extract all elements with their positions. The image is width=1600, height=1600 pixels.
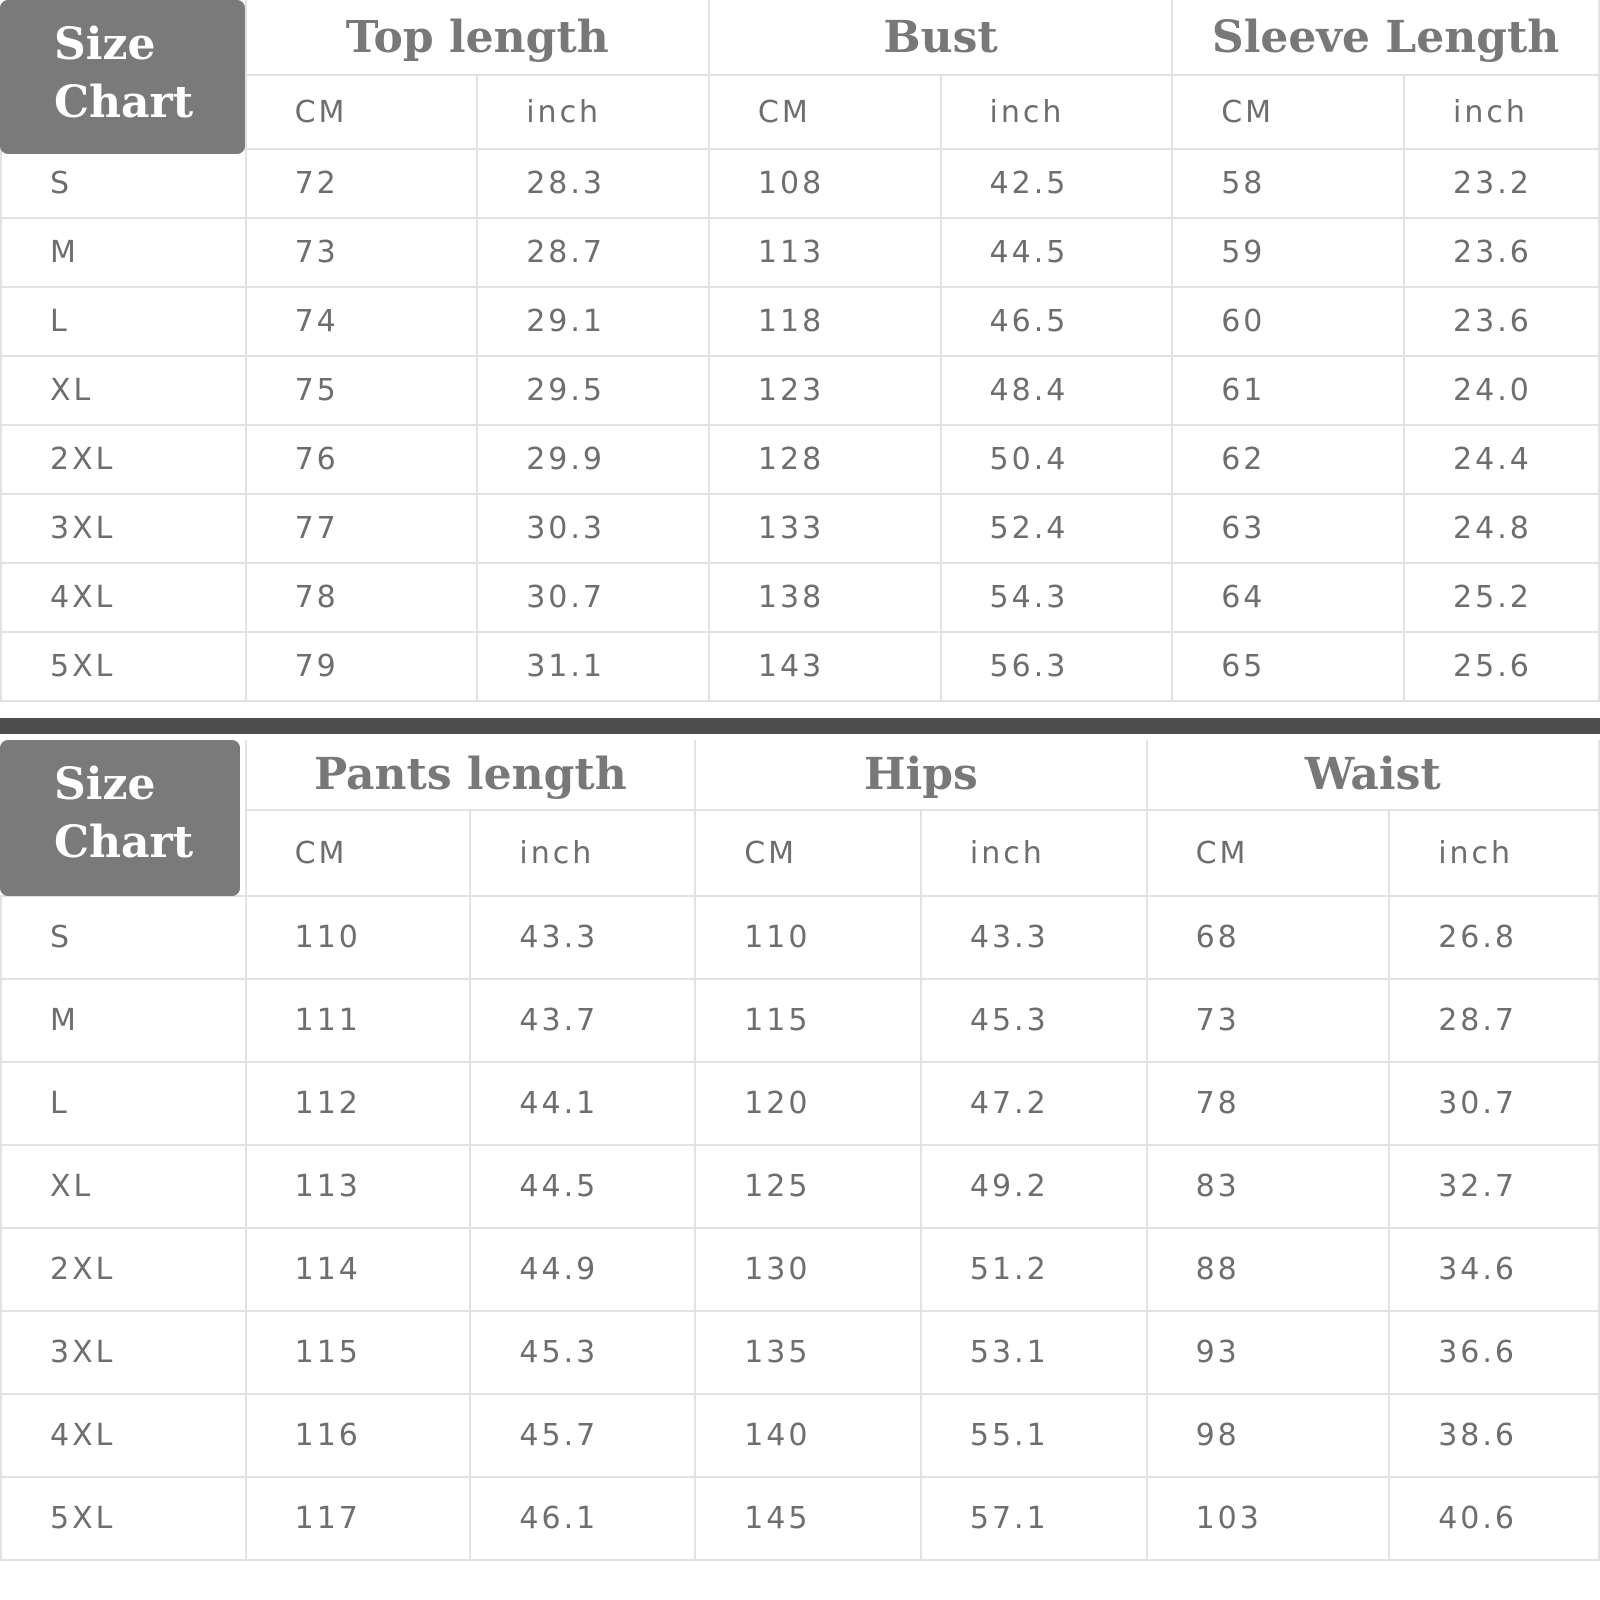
- measurement-cell: 145: [695, 1477, 921, 1560]
- measurement-cell: 78: [246, 563, 478, 632]
- table-row: [1, 494, 1599, 563]
- measurement-cell: 138: [709, 563, 941, 632]
- measurement-cell: 111: [246, 979, 471, 1062]
- measurement-cell: 79: [246, 632, 478, 701]
- size-label: 4XL: [1, 1394, 246, 1477]
- measurement-cell: 98: [1147, 1394, 1390, 1477]
- unit-header: inch: [1389, 810, 1599, 896]
- measurement-cell: 55.1: [921, 1394, 1147, 1477]
- measurement-cell: 46.5: [941, 287, 1173, 356]
- table-row: [1, 1394, 1599, 1477]
- measurement-cell: 52.4: [941, 494, 1173, 563]
- group-header: Hips: [695, 740, 1146, 810]
- measurement-cell: 59: [1172, 218, 1404, 287]
- measurement-cell: 78: [1147, 1062, 1390, 1145]
- measurement-cell: 110: [246, 896, 471, 979]
- measurement-cell: 23.6: [1404, 287, 1599, 356]
- group-header: Sleeve Length: [1172, 0, 1599, 75]
- table-row: [1, 149, 1599, 218]
- measurement-cell: 43.3: [470, 896, 695, 979]
- unit-header: inch: [1404, 75, 1599, 149]
- unit-header: CM: [709, 75, 941, 149]
- size-label: 5XL: [1, 632, 246, 701]
- badge-line-2: Chart: [54, 817, 194, 868]
- measurement-cell: 143: [709, 632, 941, 701]
- measurement-cell: 108: [709, 149, 941, 218]
- size-chart-badge: [0, 0, 245, 154]
- measurement-cell: 118: [709, 287, 941, 356]
- group-header: Pants length: [246, 740, 696, 810]
- measurement-cell: 30.7: [477, 563, 709, 632]
- size-label: L: [1, 287, 246, 356]
- table-row: [1, 425, 1599, 494]
- unit-header: inch: [941, 75, 1173, 149]
- table-row: [1, 979, 1599, 1062]
- measurement-cell: 24.0: [1404, 356, 1599, 425]
- measurement-cell: 43.7: [470, 979, 695, 1062]
- measurement-cell: 130: [695, 1228, 921, 1311]
- measurement-cell: 31.1: [477, 632, 709, 701]
- size-label: S: [1, 149, 246, 218]
- table-row: [1, 218, 1599, 287]
- size-label: XL: [1, 356, 246, 425]
- measurement-cell: 29.5: [477, 356, 709, 425]
- measurement-cell: 56.3: [941, 632, 1173, 701]
- measurement-cell: 25.2: [1404, 563, 1599, 632]
- measurement-cell: 115: [246, 1311, 471, 1394]
- measurement-cell: 34.6: [1389, 1228, 1599, 1311]
- measurement-cell: 72: [246, 149, 478, 218]
- measurement-cell: 68: [1147, 896, 1390, 979]
- measurement-cell: 50.4: [941, 425, 1173, 494]
- measurement-cell: 125: [695, 1145, 921, 1228]
- measurement-cell: 40.6: [1389, 1477, 1599, 1560]
- measurement-cell: 112: [246, 1062, 471, 1145]
- table-row: [1, 1145, 1599, 1228]
- measurement-cell: 64: [1172, 563, 1404, 632]
- measurement-cell: 30.7: [1389, 1062, 1599, 1145]
- size-label: 3XL: [1, 494, 246, 563]
- measurement-cell: 54.3: [941, 563, 1173, 632]
- table-row: [1, 356, 1599, 425]
- measurement-cell: 75: [246, 356, 478, 425]
- measurement-cell: 46.1: [470, 1477, 695, 1560]
- table-row: [1, 1062, 1599, 1145]
- size-label: 5XL: [1, 1477, 246, 1560]
- measurement-cell: 93: [1147, 1311, 1390, 1394]
- measurement-cell: 30.3: [477, 494, 709, 563]
- table-row: [1, 896, 1599, 979]
- group-header: Bust: [709, 0, 1172, 75]
- table-row: [1, 1228, 1599, 1311]
- measurement-cell: 48.4: [941, 356, 1173, 425]
- measurement-cell: 42.5: [941, 149, 1173, 218]
- measurement-cell: 44.9: [470, 1228, 695, 1311]
- group-header: Waist: [1147, 740, 1599, 810]
- measurement-cell: 29.9: [477, 425, 709, 494]
- table-row: [1, 563, 1599, 632]
- unit-header: CM: [695, 810, 921, 896]
- measurement-cell: 65: [1172, 632, 1404, 701]
- measurement-cell: 60: [1172, 287, 1404, 356]
- size-chart-badge: [0, 740, 240, 896]
- measurement-cell: 24.4: [1404, 425, 1599, 494]
- size-label: M: [1, 979, 246, 1062]
- measurement-cell: 76: [246, 425, 478, 494]
- measurement-cell: 57.1: [921, 1477, 1147, 1560]
- measurement-cell: 28.3: [477, 149, 709, 218]
- measurement-cell: 73: [1147, 979, 1390, 1062]
- badge-line-2: Chart: [54, 77, 194, 128]
- measurement-cell: 28.7: [1389, 979, 1599, 1062]
- measurement-cell: 73: [246, 218, 478, 287]
- measurement-cell: 135: [695, 1311, 921, 1394]
- measurement-cell: 23.2: [1404, 149, 1599, 218]
- measurement-cell: 77: [246, 494, 478, 563]
- unit-header: CM: [1147, 810, 1390, 896]
- measurement-cell: 44.5: [470, 1145, 695, 1228]
- measurement-cell: 113: [246, 1145, 471, 1228]
- measurement-cell: 62: [1172, 425, 1404, 494]
- measurement-cell: 133: [709, 494, 941, 563]
- measurement-cell: 117: [246, 1477, 471, 1560]
- unit-header: CM: [1172, 75, 1404, 149]
- measurement-cell: 45.3: [921, 979, 1147, 1062]
- section-divider: [0, 718, 1600, 734]
- unit-header: CM: [246, 75, 478, 149]
- measurement-cell: 58: [1172, 149, 1404, 218]
- table-row: [1, 632, 1599, 701]
- measurement-cell: 28.7: [477, 218, 709, 287]
- size-label: 4XL: [1, 563, 246, 632]
- measurement-cell: 114: [246, 1228, 471, 1311]
- group-header: Top length: [246, 0, 709, 75]
- unit-header: inch: [921, 810, 1147, 896]
- bottom-size-chart: [0, 740, 1600, 1600]
- measurement-cell: 51.2: [921, 1228, 1147, 1311]
- measurement-cell: 110: [695, 896, 921, 979]
- measurement-cell: 44.1: [470, 1062, 695, 1145]
- top-size-chart: [0, 0, 1600, 700]
- measurement-cell: 83: [1147, 1145, 1390, 1228]
- measurement-cell: 113: [709, 218, 941, 287]
- measurement-cell: 103: [1147, 1477, 1390, 1560]
- badge-line-1: Size: [54, 19, 156, 70]
- measurement-cell: 123: [709, 356, 941, 425]
- unit-header: CM: [246, 810, 471, 896]
- size-label: L: [1, 1062, 246, 1145]
- size-label: 2XL: [1, 425, 246, 494]
- size-label: 2XL: [1, 1228, 246, 1311]
- measurement-cell: 140: [695, 1394, 921, 1477]
- measurement-cell: 45.3: [470, 1311, 695, 1394]
- measurement-cell: 63: [1172, 494, 1404, 563]
- measurement-cell: 29.1: [477, 287, 709, 356]
- measurement-cell: 26.8: [1389, 896, 1599, 979]
- measurement-cell: 53.1: [921, 1311, 1147, 1394]
- size-label: S: [1, 896, 246, 979]
- table-row: [1, 287, 1599, 356]
- measurement-cell: 24.8: [1404, 494, 1599, 563]
- measurement-cell: 116: [246, 1394, 471, 1477]
- measurement-cell: 45.7: [470, 1394, 695, 1477]
- size-label: XL: [1, 1145, 246, 1228]
- table-row: [1, 1477, 1599, 1560]
- unit-header: inch: [477, 75, 709, 149]
- measurement-cell: 88: [1147, 1228, 1390, 1311]
- measurement-cell: 61: [1172, 356, 1404, 425]
- measurement-cell: 47.2: [921, 1062, 1147, 1145]
- measurement-cell: 128: [709, 425, 941, 494]
- measurement-cell: 25.6: [1404, 632, 1599, 701]
- measurement-cell: 43.3: [921, 896, 1147, 979]
- measurement-cell: 32.7: [1389, 1145, 1599, 1228]
- size-table-bottom: [0, 740, 1600, 1561]
- measurement-cell: 49.2: [921, 1145, 1147, 1228]
- unit-header: inch: [470, 810, 695, 896]
- badge-line-1: Size: [54, 759, 156, 810]
- measurement-cell: 115: [695, 979, 921, 1062]
- measurement-cell: 44.5: [941, 218, 1173, 287]
- measurement-cell: 38.6: [1389, 1394, 1599, 1477]
- measurement-cell: 23.6: [1404, 218, 1599, 287]
- measurement-cell: 120: [695, 1062, 921, 1145]
- measurement-cell: 74: [246, 287, 478, 356]
- table-row: [1, 1311, 1599, 1394]
- measurement-cell: 36.6: [1389, 1311, 1599, 1394]
- size-label: 3XL: [1, 1311, 246, 1394]
- size-label: M: [1, 218, 246, 287]
